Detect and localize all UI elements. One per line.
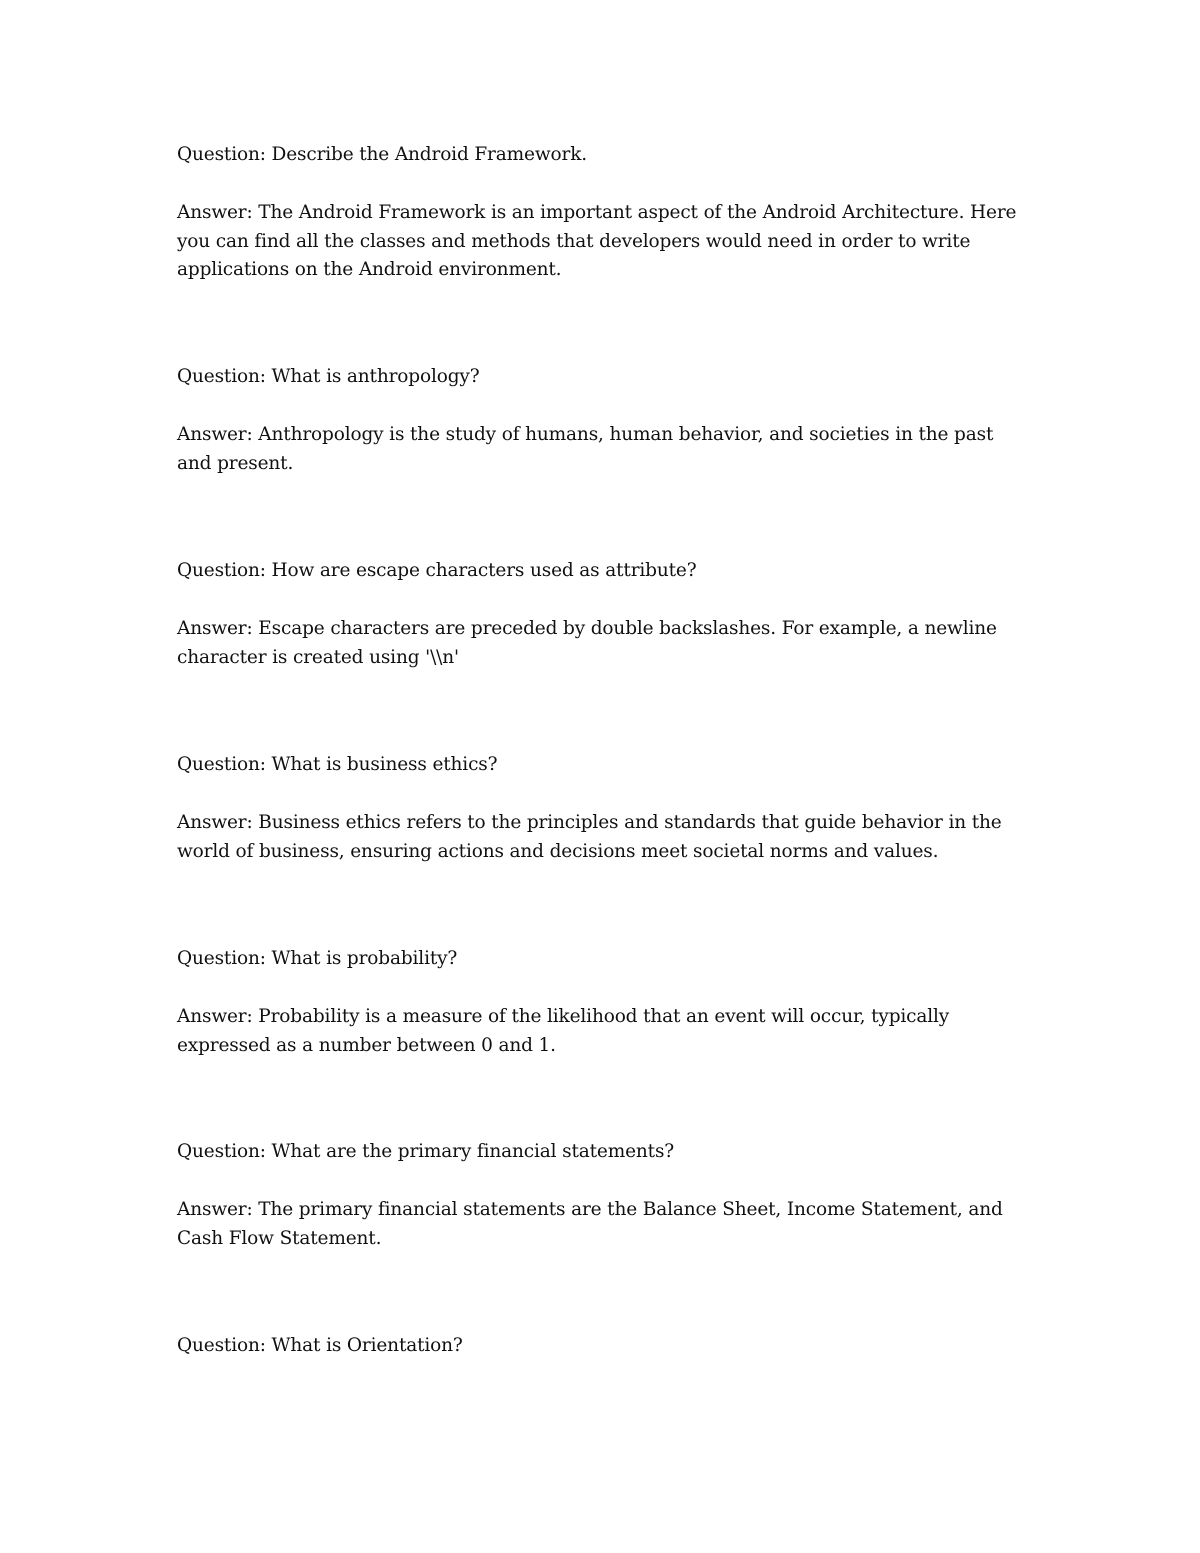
- answer-line: applications on the Android environment.: [177, 259, 562, 280]
- question-text: Question: What is Orientation?: [177, 1335, 463, 1356]
- answer-line: Answer: Anthropology is the study of humans, human behavior, and societies in the past: [177, 424, 994, 445]
- answer-line: character is created using '\\n': [177, 647, 459, 668]
- answer-line: Answer: The Android Framework is an important aspect of the Android Architecture. Here: [177, 202, 1017, 223]
- answer-line: Answer: Probability is a measure of the likelihood that an event will occur, typically: [177, 1006, 950, 1027]
- answer-line: Cash Flow Statement.: [177, 1228, 382, 1249]
- answer-line: Answer: Escape characters are preceded by double backslashes. For example, a newline: [177, 618, 997, 639]
- answer-line: Answer: The primary financial statements are the Balance Sheet, Income Statement, and: [177, 1199, 1003, 1220]
- question-text: Question: Describe the Android Framework.: [177, 144, 587, 165]
- answer-line: world of business, ensuring actions and decisions meet societal norms and values.: [177, 841, 939, 862]
- question-text: Question: What is anthropology?: [177, 366, 480, 387]
- answer-line: expressed as a number between 0 and 1.: [177, 1035, 556, 1056]
- question-text: Question: How are escape characters used as attribute?: [177, 560, 697, 581]
- answer-line: Answer: Business ethics refers to the principles and standards that guide behavior in the: [177, 812, 1002, 833]
- question-text: Question: What is business ethics?: [177, 754, 498, 775]
- question-text: Question: What are the primary financial statements?: [177, 1141, 675, 1162]
- answer-line: you can find all the classes and methods that developers would need in order to write: [177, 231, 971, 252]
- answer-line: and present.: [177, 453, 294, 474]
- question-text: Question: What is probability?: [177, 948, 458, 969]
